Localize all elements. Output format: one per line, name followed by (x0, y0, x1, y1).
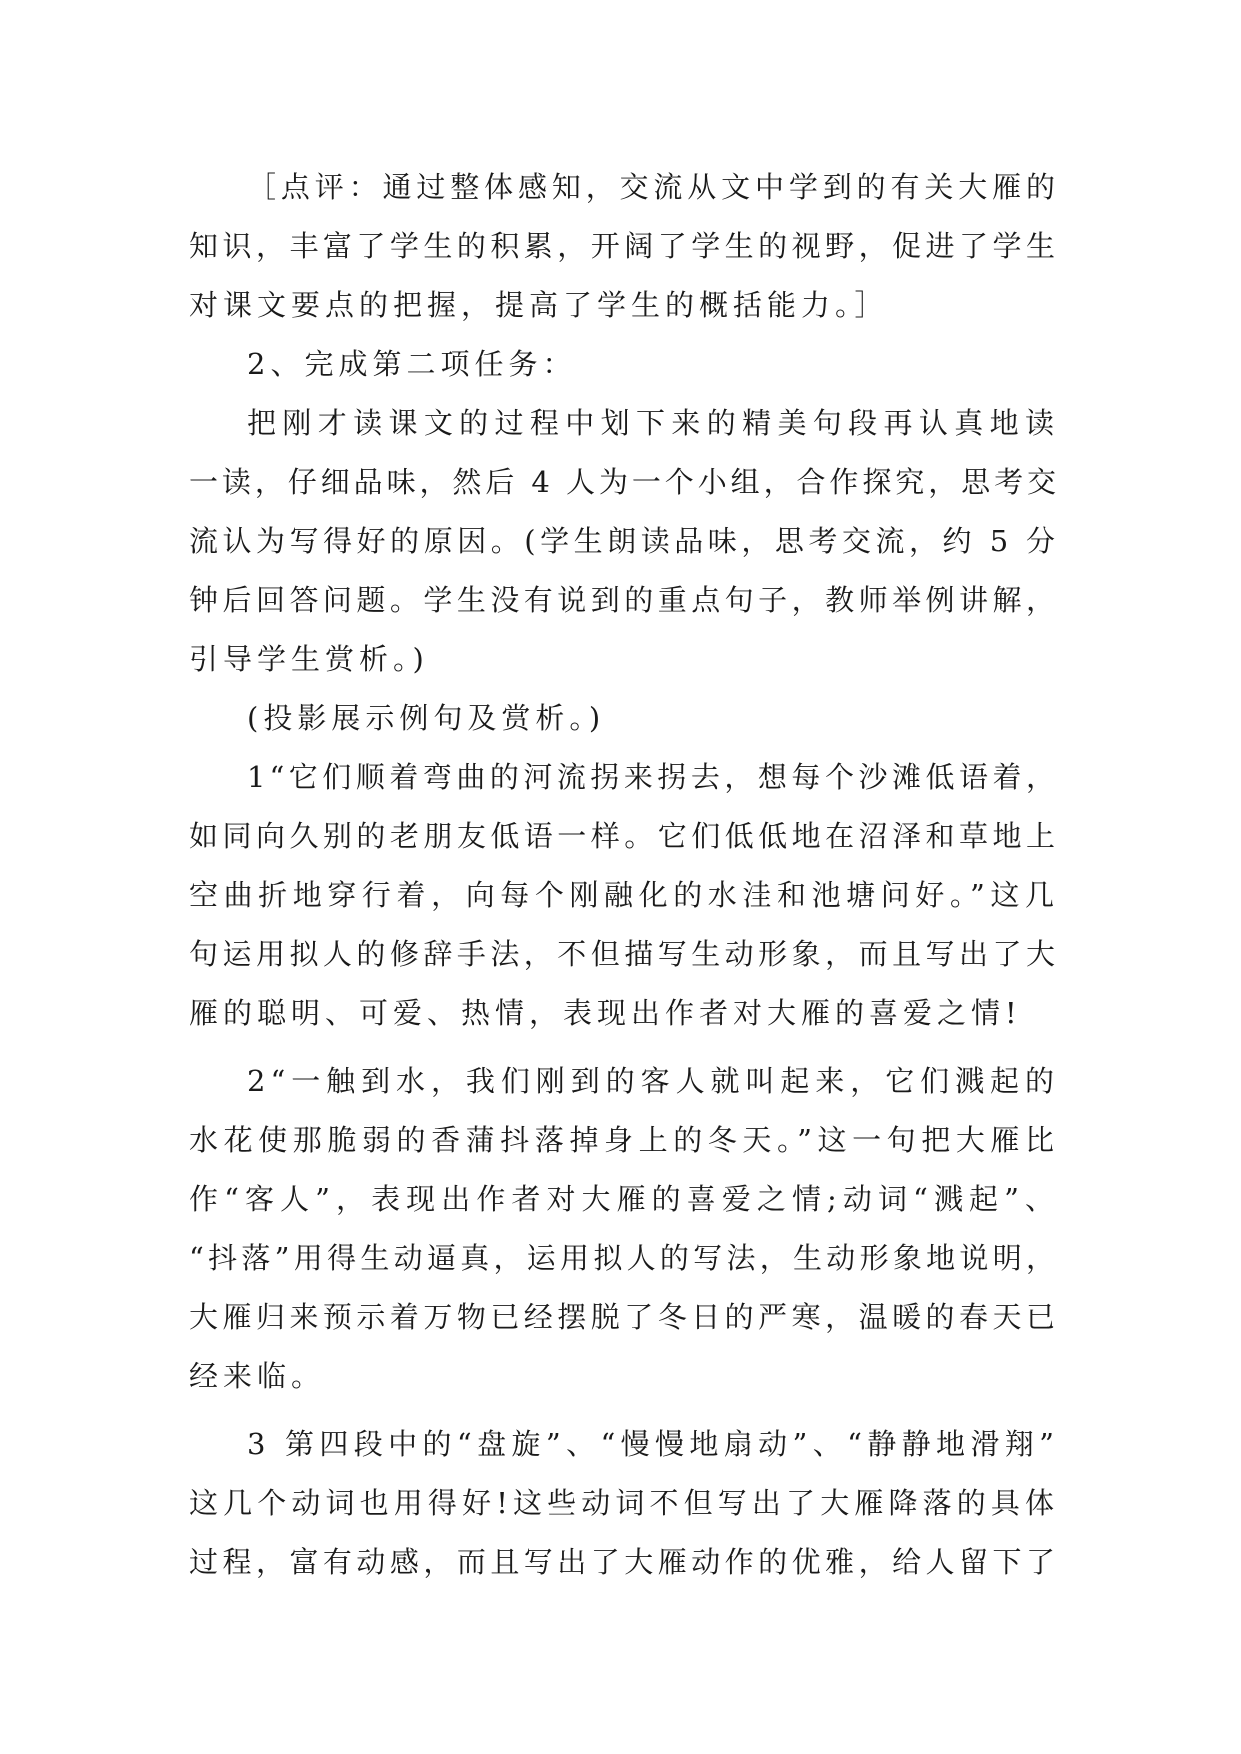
text-line: 把刚才读课文的过程中划下来的精美句段再认真地读 (247, 406, 1059, 440)
text-line: 经来临。 (189, 1359, 326, 1393)
text-line: 引导学生赏析。) (189, 642, 429, 676)
text-line: 这几个动词也用得好!这些动词不但写出了大雁降落的具体 (189, 1486, 1059, 1520)
text-line: 水花使那脆弱的香蒲抖落掉身上的冬天。”这一句把大雁比 (189, 1123, 1059, 1157)
text-line: 钟后回答问题。学生没有说到的重点句子，教师举例讲解， (189, 583, 1059, 617)
text-line: 2、完成第二项任务： (247, 347, 577, 381)
text-line: ［点评：通过整体感知，交流从文中学到的有关大雁的 (247, 170, 1059, 204)
document-body (189, 158, 1059, 1592)
text-line: 空曲折地穿行着，向每个刚融化的水洼和池塘问好。”这几 (189, 878, 1059, 912)
text-line: 3 第四段中的“盘旋”、“慢慢地扇动”、“静静地滑翔” (247, 1427, 1059, 1461)
text-line: 句运用拟人的修辞手法，不但描写生动形象，而且写出了大 (189, 937, 1059, 971)
text-line: 一读，仔细品味，然后 4 人为一个小组，合作探究，思考交 (189, 465, 1059, 499)
text-line: 流认为写得好的原因。(学生朗读品味，思考交流，约 5 分 (189, 524, 1059, 558)
text-line: 知识，丰富了学生的积累，开阔了学生的视野，促进了学生 (189, 229, 1059, 263)
text-line: 过程，富有动感，而且写出了大雁动作的优雅，给人留下了 (189, 1545, 1059, 1579)
text-line: (投影展示例句及赏析。) (247, 701, 606, 735)
text-line: 如同向久别的老朋友低语一样。它们低低地在沼泽和草地上 (189, 819, 1059, 853)
text-line: 大雁归来预示着万物已经摆脱了冬日的严寒，温暖的春天已 (189, 1300, 1059, 1334)
text-line: 对课文要点的把握，提高了学生的概括能力。］ (189, 288, 889, 322)
text-line: 2“一触到水，我们刚到的客人就叫起来，它们溅起的 (247, 1064, 1059, 1098)
text-line: 作“客人”，表现出作者对大雁的喜爱之情;动词“溅起”、 (189, 1182, 1059, 1216)
text-line: 雁的聪明、可爱、热情，表现出作者对大雁的喜爱之情! (189, 996, 1022, 1030)
text-line: 1“它们顺着弯曲的河流拐来拐去，想每个沙滩低语着， (247, 760, 1059, 794)
text-line: “抖落”用得生动逼真，运用拟人的写法，生动形象地说明， (189, 1241, 1059, 1275)
